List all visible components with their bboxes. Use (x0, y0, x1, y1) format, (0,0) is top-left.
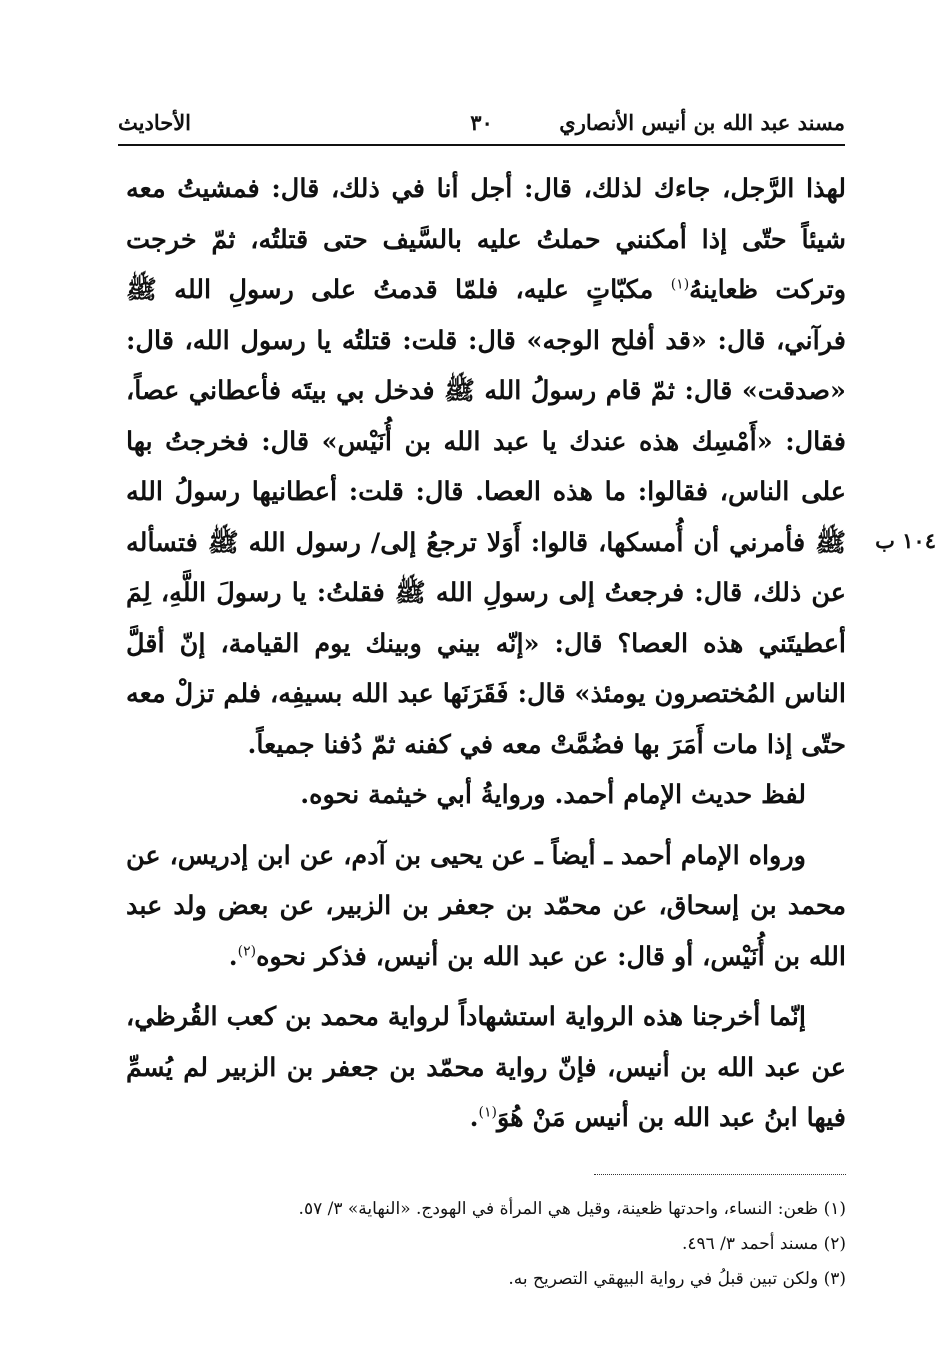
footnote-ref: (١) (478, 1104, 497, 1121)
page-header (118, 102, 845, 142)
footnotes (126, 1192, 846, 1297)
header-section-title: الأحاديث (118, 109, 192, 135)
footnote-item: (٣) ولكن تبين قبلُ في رواية البيهقي التصريح به. (508, 1269, 846, 1289)
paragraph-narration: ورواه الإمام أحمد ـ أيضاً ـ عن يحيى بن آدم، عن ابن إدريس، عن محمد بن إسحاق، عن محمّد بن جعفر بن الزبير، عن بعض ولد عبد الله بن أُنَيْس، أو قال: عن عبد الله بن أنيس، فذكر نحوه$^{(٢)}$. (126, 840, 846, 972)
header-divider (118, 144, 845, 146)
margin-folio-note: ١٠٤ ب (875, 528, 936, 553)
paragraph-hadith: لهذا الرَّجل، جاءك لذلك، قال: أجل أنا في ذلك، قال: فمشيتُ معه شيئاً حتّى إذا أمكنني حملتُ عليه بالسَّيف حتى قتلتُه، ثمّ خرجت وتركت ظعاينهُ$^{(١)}$ مكبّاتٍ عليه، فلمّا قدمتُ على رسولِ الله ﷺ فرآني، قال: «قد أفلح الوجه» قال: قلت: قتلتُه يا رسول الله، قال: «صدقت» قال: ثمّ قام رسولُ الله ﷺ فدخل بي بيتَه فأعطاني عصاً، فقال: «أَمْسِك هذه عندك يا عبد الله بن أُنَيْس» قال: فخرجتُ بها على الناس، فقالوا: ما هذه العصا. قال: قلت: أعطانيها رسولُ الله ﷺ فأمرني أن أُمسكها، قالوا: أَوَلا ترجعُ إلى/ رسول الله ﷺ فتسأله عن ذلك، قال: فرجعتُ إلى رسولِ الله ﷺ فقلتُ: يا رسولَ اللَّهِ، لِمَ أعطيتَني هذه العصا؟ قال: «إنّه بيني وبينك يوم القيامة، إنّ أقلَّ الناس المُختصرون يومئذ» قال: فَقَرَنَها عبد الله بسيفِه، فلم تزلْ معه حتّى إذا مات أَمَرَ بها فضُمَّتْ معه في كفنه ثمّ دُفنا جميعاً. (126, 174, 847, 760)
footnote-divider (594, 1174, 846, 1175)
page-number: ٣٠ (470, 109, 493, 135)
main-text (126, 164, 846, 1144)
header-book-title: مسند عبد الله بن أنيس الأنصاري (559, 109, 845, 135)
footnote-item: (١) ظعن: النساء، واحدتها ظعينة، وقيل هي المرأة في الهودج. «النهاية» ٣/ ٥٧. (298, 1199, 846, 1219)
paragraph-wording-note: لفظ حديث الإمام أحمد. وروايةُ أبي خيثمة نحوه. (300, 780, 806, 810)
footnote-item: (٢) مسند أحمد ٣/ ٤٩٦. (681, 1234, 846, 1254)
footnote-ref: (٢) (237, 943, 257, 959)
paragraph-commentary: إنّما أخرجنا هذه الرواية استشهاداً لرواية محمد بن كعب القُرظي، عن عبد الله بن أنيس، فإنّ رواية محمّد بن جعفر بن الزبير لم يُسمِّ فيها ابنُ عبد الله بن أنيس مَنْ هُوَ$^{(١)}$. (126, 1002, 846, 1133)
footnote-ref: (١) (670, 276, 690, 293)
